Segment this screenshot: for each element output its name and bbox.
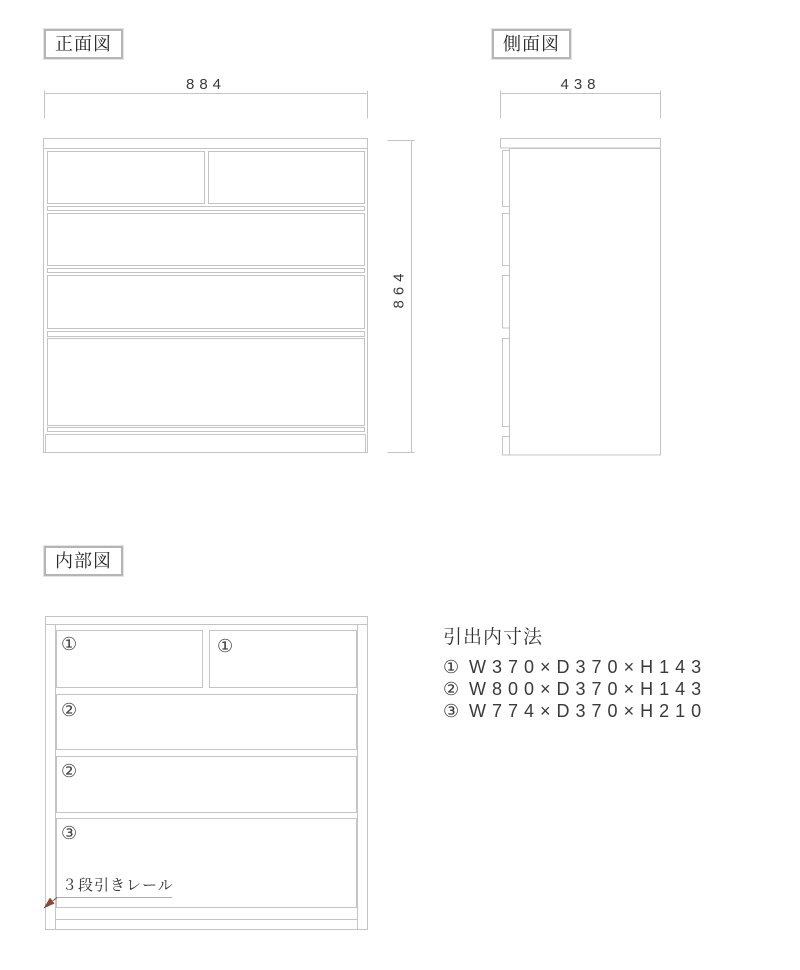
drawer-mark: ③ (61, 823, 78, 843)
front-view-drawing (44, 139, 368, 453)
spec-item-num: ③ (443, 701, 460, 721)
spec-item-dims: W370×D370×H143 (469, 657, 708, 677)
rail-note-label: ３段引きレール (62, 877, 174, 894)
side-view-label: 側面図 (492, 29, 571, 59)
spec-item-num: ① (443, 657, 460, 677)
front-width-dimension (45, 91, 368, 119)
internal-view-label: 内部図 (44, 546, 123, 576)
side-depth-value: 438 (560, 76, 601, 93)
drawer-mark: ② (61, 761, 78, 781)
front-height-value: 864 (390, 268, 408, 309)
spec-item-num: ② (443, 679, 460, 699)
front-width-value: 884 (185, 76, 227, 93)
drawer-spec-block (443, 622, 783, 722)
spec-row (443, 656, 783, 678)
spec-title: 引出内寸法 (443, 627, 544, 648)
spec-item-dims: W774×D370×H210 (469, 701, 708, 721)
front-view-label: 正面図 (44, 29, 123, 59)
side-view-drawing (501, 139, 661, 456)
drawer-mark: ① (217, 636, 234, 656)
rail-leader-arrow (44, 898, 173, 909)
spec-item-dims: W800×D370×H143 (469, 679, 708, 699)
spec-row (443, 700, 783, 722)
drawer-mark: ② (61, 700, 78, 720)
side-depth-dimension (501, 91, 661, 119)
drawer-mark: ① (61, 634, 78, 654)
spec-row (443, 678, 783, 700)
